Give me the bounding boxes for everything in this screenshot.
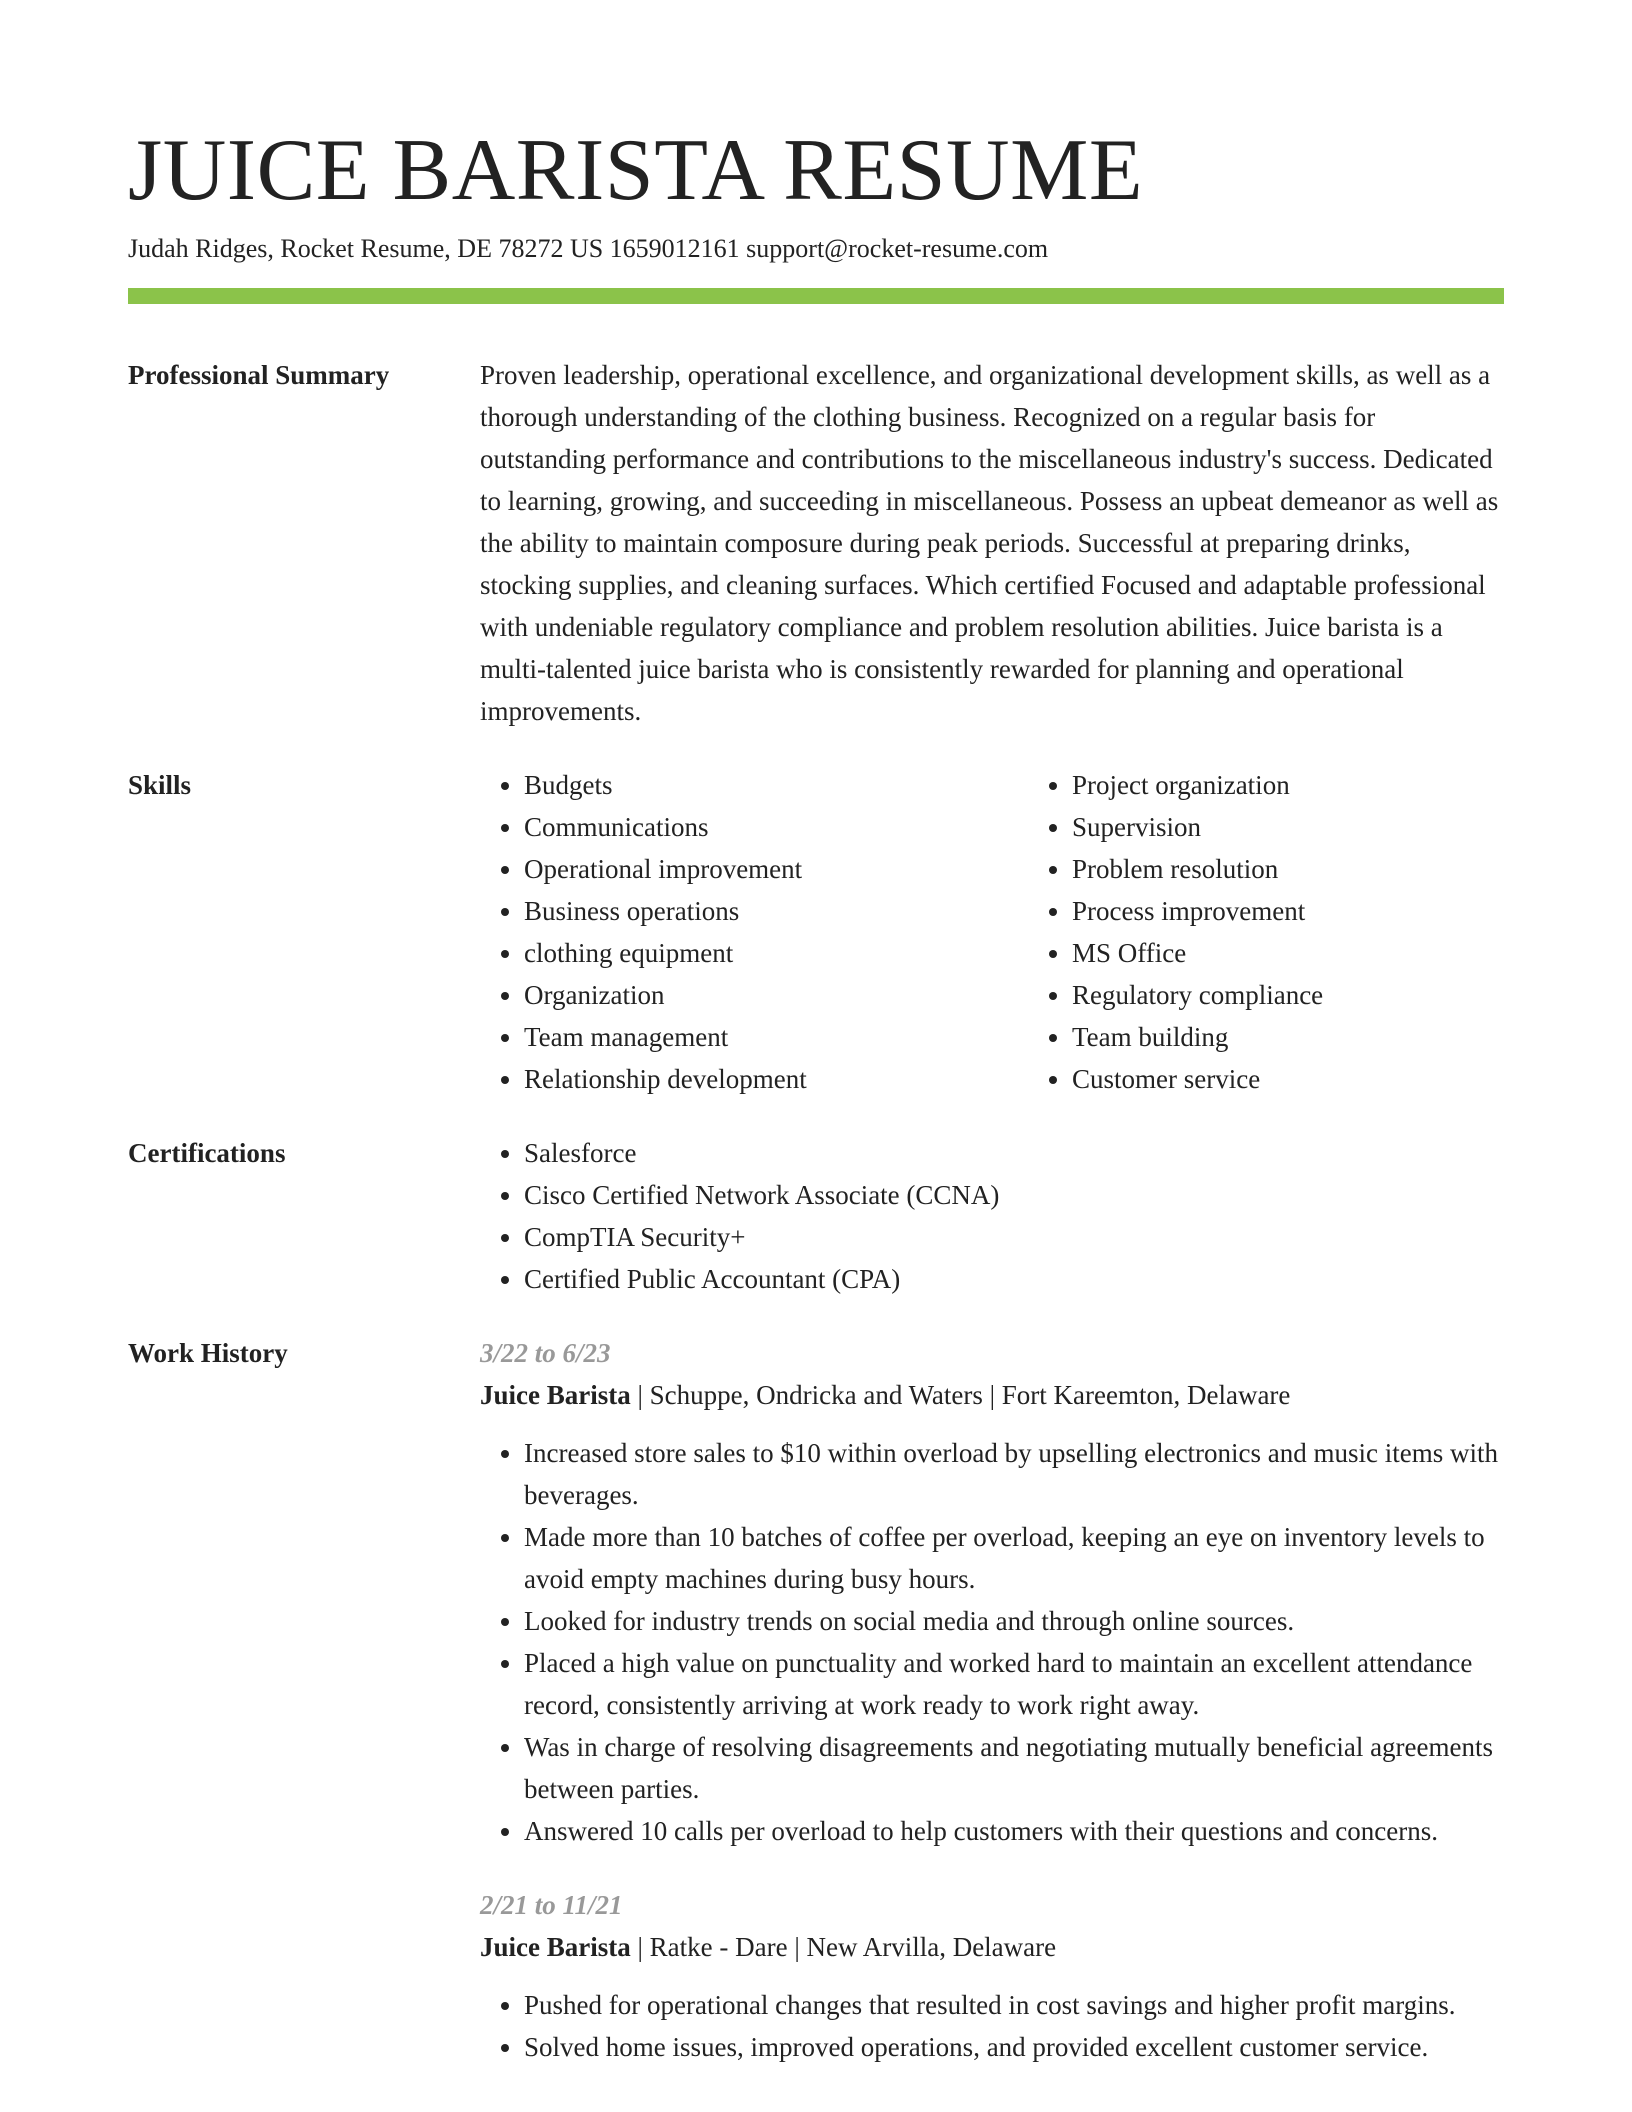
- section-heading-summary: Professional Summary: [128, 360, 390, 390]
- job-title-line: [480, 1374, 1504, 1416]
- job-duty-item: • Made more than 10 batches of coffee per overload, keeping an eye on inventory levels to avoid empty machines during busy hours.: [524, 1516, 1504, 1600]
- contact-line: Judah Ridges, Rocket Resume, DE 78272 US 1659012161 support@rocket-resume.com: [128, 234, 1049, 263]
- skills-grid: [480, 764, 1504, 1100]
- job-duties-list: [480, 1984, 1504, 2068]
- job-employer-location: | Ratke - Dare | New Arvilla, Delaware: [630, 1932, 1057, 1962]
- section-heading-skills: Skills: [128, 770, 192, 800]
- job-duty-item: • Placed a high value on punctuality and worked hard to maintain an excellent attendance record, consistently arriving at work ready to work right away.: [524, 1642, 1504, 1726]
- resume-title: JUICE BARISTA RESUME: [128, 122, 1144, 219]
- certifications-section: [128, 1132, 1504, 1300]
- skills-list-left: [480, 764, 1028, 1100]
- job-duty-item: • Solved home issues, improved operations, and provided excellent customer service.: [524, 2026, 1504, 2068]
- job-duty-item: • Was in charge of resolving disagreements and negotiating mutually beneficial agreements between parties.: [524, 1726, 1504, 1810]
- section-heading-work-history: Work History: [128, 1338, 288, 1368]
- certifications-body: [480, 1132, 1504, 1300]
- section-heading-certifications: Certifications: [128, 1138, 286, 1168]
- job-duties-list: [480, 1432, 1504, 1852]
- job-duty-item: • Increased store sales to $10 within overload by upselling electronics and music items with beverages.: [524, 1432, 1504, 1516]
- work-history-body: [480, 1332, 1504, 2068]
- summary-section: [128, 354, 1504, 732]
- job-title: Juice Barista: [480, 1932, 631, 1962]
- certification-item: • CompTIA Security+: [524, 1216, 1504, 1258]
- summary-body: [480, 354, 1504, 732]
- skill-item: • clothing equipment: [524, 932, 1028, 974]
- work-history-section: [128, 1332, 1504, 2068]
- certification-item: • Certified Public Accountant (CPA): [524, 1258, 1504, 1300]
- skill-item: • Organization: [524, 974, 1028, 1016]
- job-duty-item: • Answered 10 calls per overload to help customers with their questions and concerns.: [524, 1810, 1504, 1852]
- skill-item: • Team management: [524, 1016, 1028, 1058]
- skill-item: • Relationship development: [524, 1058, 1028, 1100]
- job-dates: 3/22 to 6/23: [480, 1338, 611, 1368]
- certification-item: • Salesforce: [524, 1132, 1504, 1174]
- job-duty-item: • Looked for industry trends on social media and through online sources.: [524, 1600, 1504, 1642]
- skill-item: • Problem resolution: [1072, 848, 1323, 890]
- job-employer-location: | Schuppe, Ondricka and Waters | Fort Kareemton, Delaware: [630, 1380, 1291, 1410]
- skill-item: • MS Office: [1072, 932, 1323, 974]
- skill-item: • Team building: [1072, 1016, 1323, 1058]
- skill-item: • Communications: [524, 806, 1028, 848]
- skill-item: • Project organization: [1072, 764, 1323, 806]
- resume-page: [128, 0, 1504, 2068]
- job-entry: [480, 1884, 1504, 2068]
- skill-item: • Customer service: [1072, 1058, 1323, 1100]
- job-duty-item: • Pushed for operational changes that resulted in cost savings and higher profit margins.: [524, 1984, 1504, 2026]
- skills-list-right: [1028, 764, 1323, 1100]
- job-dates: 2/21 to 11/21: [480, 1890, 623, 1920]
- skills-section: [128, 764, 1504, 1100]
- skill-item: • Supervision: [1072, 806, 1323, 848]
- skill-item: • Regulatory compliance: [1072, 974, 1323, 1016]
- skill-item: • Process improvement: [1072, 890, 1323, 932]
- job-entry: [480, 1332, 1504, 1852]
- skill-item: • Operational improvement: [524, 848, 1028, 890]
- skill-item: • Business operations: [524, 890, 1028, 932]
- summary-text: Proven leadership, operational excellence, and organizational development skills, as well as a thorough understanding of the clothing business. Recognized on a regular basis for outstanding performance and contributions to the miscellaneous industry's success. Dedicated to learning, growing, and succeeding in miscellaneous. Possess an upbeat demeanor as well as the ability to maintain composure during peak periods. Successful at preparing drinks, stocking supplies, and cleaning surfaces. Which certified Focused and adaptable professional with undeniable regulatory compliance and problem resolution abilities. Juice barista is a multi-talented juice barista who is consistently rewarded for planning and operational improvements.: [480, 360, 1499, 726]
- certification-item: • Cisco Certified Network Associate (CCNA): [524, 1174, 1504, 1216]
- job-title-line: [480, 1926, 1504, 1968]
- job-title: Juice Barista: [480, 1380, 631, 1410]
- header-divider: [128, 288, 1504, 304]
- skill-item: • Budgets: [524, 764, 1028, 806]
- certifications-list: [480, 1132, 1504, 1300]
